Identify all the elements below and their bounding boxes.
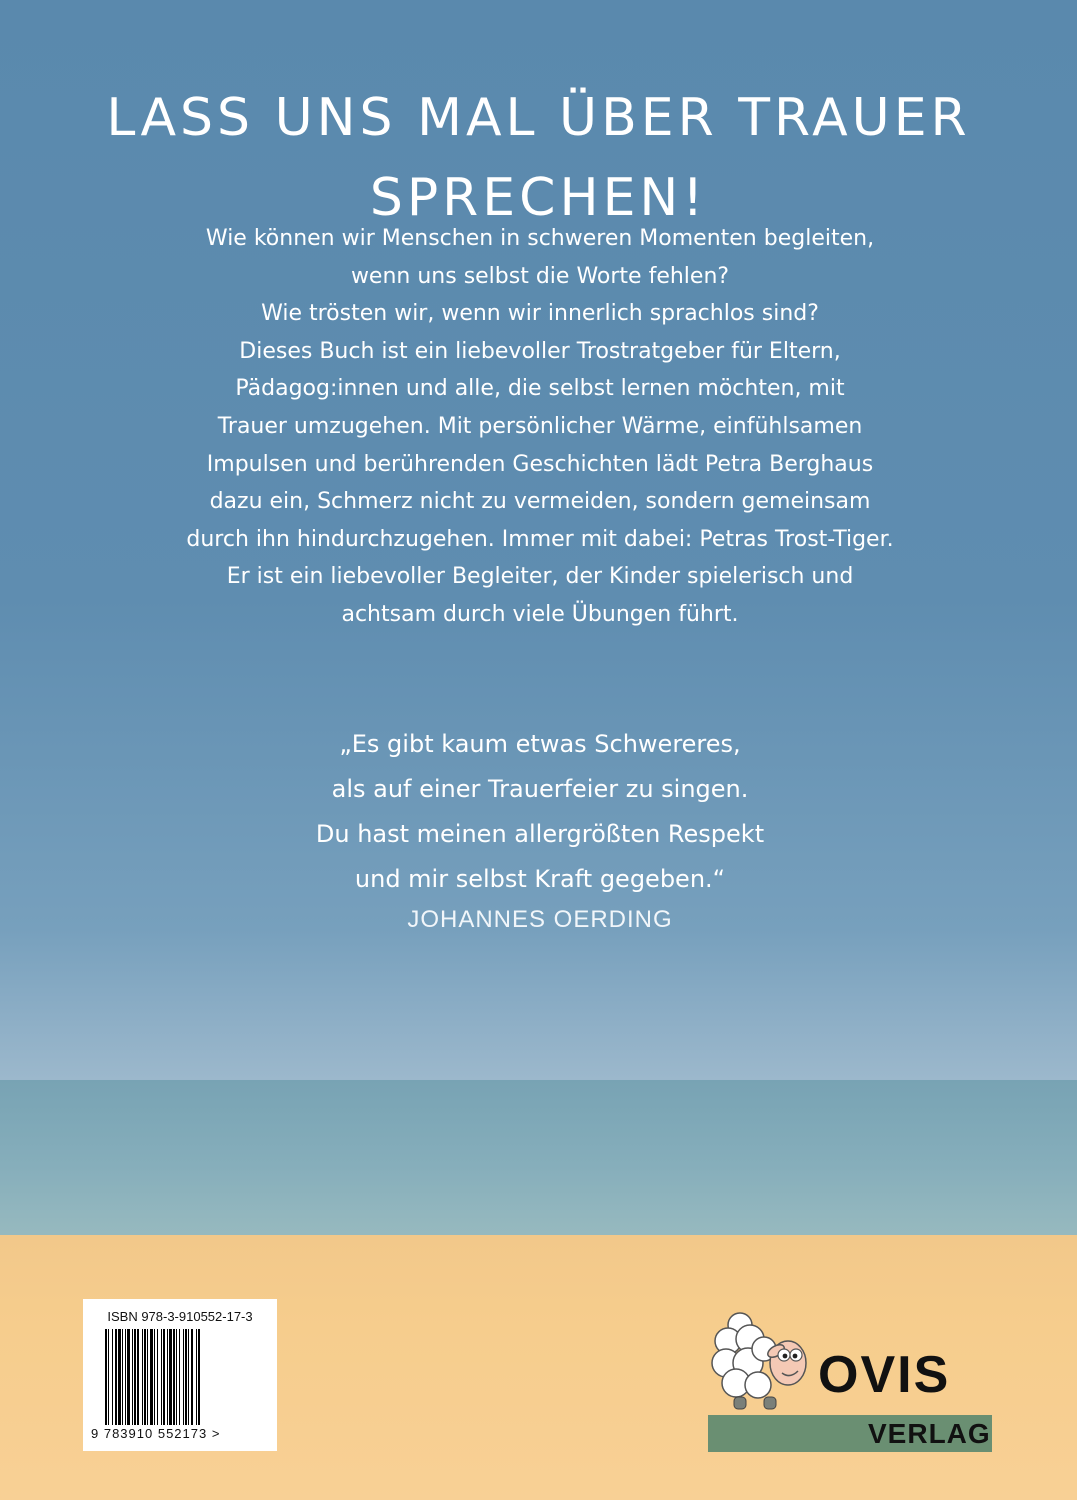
barcode-bar xyxy=(198,1329,200,1425)
blurb-line: Wie trösten wir, wenn wir innerlich sprachlos sind? xyxy=(261,301,819,327)
barcode-bar xyxy=(147,1329,148,1425)
publisher-subline: VERLAG xyxy=(868,1418,991,1449)
ean-digits: 9 783910 552173 > xyxy=(91,1426,221,1441)
quote-attribution: JOHANNES OERDING xyxy=(407,906,673,933)
blurb-line: dazu ein, Schmerz nicht zu vermeiden, sondern gemeinsam xyxy=(209,489,871,515)
blurb-line: Wie können wir Menschen in schweren Momenten begleiten, xyxy=(205,226,875,251)
barcode-bar xyxy=(125,1329,126,1425)
headline: LASS UNS MAL ÜBER TRAUER SPRECHEN! xyxy=(106,88,971,228)
barcode-bar xyxy=(191,1329,193,1425)
blurb xyxy=(140,220,940,634)
blurb-line: Dieses Buch ist ein liebevoller Trostratgeber für Eltern, xyxy=(239,338,841,364)
barcode-bar xyxy=(150,1329,153,1425)
barcode-bar xyxy=(183,1329,184,1425)
barcode-bar xyxy=(157,1329,158,1425)
barcode-bar xyxy=(144,1329,146,1425)
barcode-bar xyxy=(108,1329,109,1425)
barcode-bar xyxy=(161,1329,162,1425)
barcode-bar xyxy=(137,1329,139,1425)
barcode-bar xyxy=(169,1329,172,1425)
testimonial-quote xyxy=(140,722,940,902)
barcode-bars xyxy=(105,1329,255,1425)
blurb-line: durch ihn hindurchzugehen. Immer mit dabei: Petras Trost-Tiger. xyxy=(186,526,894,552)
isbn-label: ISBN 978-3-910552-17-3 xyxy=(107,1309,253,1324)
publisher-logo xyxy=(700,1305,1000,1460)
barcode-bar xyxy=(185,1329,187,1425)
blurb-line: Er ist ein liebevoller Begleiter, der Kinder spielerisch und xyxy=(226,564,854,590)
barcode-bar xyxy=(122,1329,123,1425)
barcode-bar xyxy=(196,1329,197,1425)
quote-line: als auf einer Trauerfeier zu singen. xyxy=(331,775,749,803)
publisher-name: OVIS xyxy=(818,1346,951,1404)
blurb-line: wenn uns selbst die Worte fehlen? xyxy=(350,263,730,289)
barcode-bar xyxy=(154,1329,155,1425)
quote-line: Du hast meinen allergrößten Respekt xyxy=(315,820,765,848)
barcode-bar xyxy=(115,1329,117,1425)
barcode-bar xyxy=(142,1329,143,1425)
sheep-icon xyxy=(706,1305,826,1417)
barcode-bar xyxy=(132,1329,133,1425)
blurb-line: achtsam durch viele Übungen führt. xyxy=(341,601,739,627)
quote-line: „Es gibt kaum etwas Schwereres, xyxy=(339,730,741,758)
barcode-bar xyxy=(118,1329,121,1425)
barcode-bar xyxy=(179,1329,180,1425)
barcode-bar xyxy=(105,1329,107,1425)
barcode-bar xyxy=(167,1329,168,1425)
barcode-bar xyxy=(127,1329,130,1425)
blurb-line: Pädagog:innen und alle, die selbst lernen möchten, mit xyxy=(235,376,845,402)
barcode-bar xyxy=(134,1329,136,1425)
isbn-barcode xyxy=(83,1299,277,1451)
blurb-line: Trauer umzugehen. Mit persönlicher Wärme, einfühlsamen xyxy=(217,413,863,439)
barcode-bar xyxy=(188,1329,189,1425)
blurb-line: Impulsen und berührenden Geschichten lädt Petra Berghaus xyxy=(206,451,874,477)
barcode-bar xyxy=(112,1329,113,1425)
quote-line: und mir selbst Kraft gegeben.“ xyxy=(354,865,726,893)
barcode-bar xyxy=(163,1329,165,1425)
barcode-bar xyxy=(176,1329,177,1425)
barcode-bar xyxy=(173,1329,175,1425)
